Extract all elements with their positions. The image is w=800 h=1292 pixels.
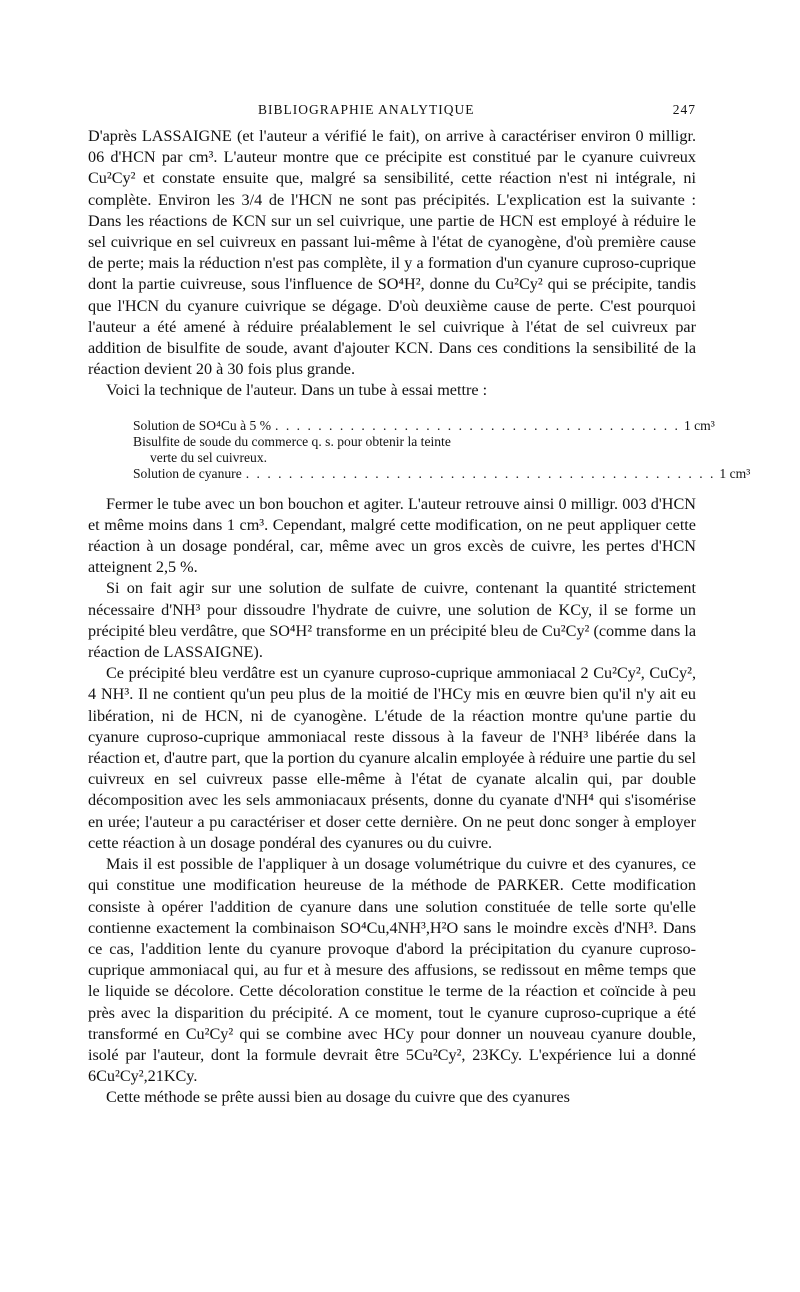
running-title: BIBLIOGRAPHIE ANALYTIQUE — [258, 102, 475, 117]
recipe-row — [133, 417, 715, 434]
paragraph-5: Ce précipité bleu verdâtre est un cyanure cuproso-cuprique ammoniacal 2 Cu²Cy², CuCy², 4 NH³. Il ne contient qu'un peu plus de la moitié de l'HCy mis en œuvre bien qu'il n'y ait eu libération, ni de HCN, ni de cyanogène. L'étude de la réaction montre qu'une partie du cyanure cuproso-cuprique ammoniacal reste dissous à la faveur de l'NH³ libérée dans la réaction et, d'autre part, que la portion du cyanure alcalin employée à réduire une partie du sel cuivreux en sel cuivreux passe elle-même à l'état de cyanate alcalin qui, par double décomposition avec les sels ammoniacaux présents, donne du cyanate d'NH⁴ qui s'isomérise en urée; l'auteur a pu caractériser et doser cette dernière. On ne peut donc songer à employer cette réaction à un dosage pondéral des cyanures ou du cuivre. — [88, 664, 696, 852]
paragraph-7: Cette méthode se prête aussi bien au dosage du cuivre que des cyanures — [106, 1088, 570, 1107]
paragraph-3: Fermer le tube avec un bon bouchon et agiter. L'auteur retrouve ainsi 0 milligr. 003 d'HCN et même moins dans 1 cm³. Cependant, malgré cette modification, on ne peut appliquer cette réaction à un dosage pondéral, car, même avec un gros excès de cuivre, les pertes d'HCN atteignent 2,5 %. — [88, 494, 696, 577]
paragraph-2: Voici la technique de l'auteur. Dans un tube à essai mettre : — [106, 381, 488, 400]
recipe-item-quantity: 1 cm³ — [683, 417, 715, 433]
paragraph-6: Mais il est possible de l'appliquer à un dosage volumétrique du cuivre et des cyanures, ce qui constitue une modification heureuse de la méthode de PARKER. Cette modification consiste à opérer l'addition de cyanure dans une solution constituée de telle sorte qu'elle contienne exactement la combinaison SO⁴Cu,4NH³,H²O sans le moindre excès d'NH³. Dans ce cas, l'addition lente du cyanure provoque d'abord la précipitation du cyanure cuproso-cuprique ammoniacal qui, au fur et à mesure des affusions, se redissout en même temps que le liquide se décolore. Cette décoloration constitue le terme de la réaction et coïncide à peu près avec la disparition du précipité. A ce moment, tout le cyanure cuproso-cuprique a été transformé en Cu²Cy² qui se combine avec HCy pour donner un nouveau cyanure double, isolé par l'auteur, dont la formule devrait être 5Cu²Cy², 23KCy. L'expérience lui a donné 6Cu²Cy²,21KCy. — [88, 855, 696, 1086]
recipe-item-quantity: 1 cm³ — [719, 465, 751, 481]
recipe-item-label: Bisulfite de soude du commerce q. s. pour obtenir la teinte — [133, 433, 451, 449]
paragraph-4: Si on fait agir sur une solution de sulfate de cuivre, contenant la quantité strictement nécessaire d'NH³ pour dissoudre l'hydrate de cuivre, une solution de KCy, il se forme un précipité bleu verdâtre, que SO⁴H² transforme en un précipité bleu de Cu²Cy² (comme dans la réaction de LASSAIGNE). — [88, 579, 696, 662]
running-header — [88, 96, 696, 126]
recipe-item-label: Solution de cyanure — [133, 465, 242, 481]
page — [88, 96, 751, 1109]
recipe-item-label-continued: verte du sel cuivreux. — [150, 449, 268, 465]
leader-dots: . . . . . . . . . . . . . . . . . . . . . . . . . . . . . . . . . . . . . . — [275, 417, 680, 433]
article-body — [88, 126, 751, 1109]
recipe-item-label: Solution de SO⁴Cu à 5 % — [133, 417, 272, 433]
recipe-list — [133, 417, 751, 482]
recipe-row — [133, 465, 751, 482]
leader-dots: . . . . . . . . . . . . . . . . . . . . . . . . . . . . . . . . . . . . . . . . . . . . — [245, 465, 716, 481]
page-number: 247 — [672, 102, 696, 117]
paragraph-1: D'après LASSAIGNE (et l'auteur a vérifié le fait), on arrive à caractériser environ 0 milligr. 06 d'HCN par cm³. L'auteur montre que ce précipite est constitué par le cyanure cuivreux Cu²Cy² et constate ensuite que, malgré sa sensibilité, cette réaction n'est ni intégrale, ni complète. Environ les 3/4 de l'HCN ne sont pas précipités. L'explication est la suivante : Dans les réactions de KCN sur un sel cuivrique, une partie de HCN est employé à réduire le sel cuivrique en sel cuivreux en passant lui-même à l'état de cyanogène, d'où première cause de perte; mais la réduction n'est pas complète, il y a formation d'un cyanure cuproso-cuprique dont la partie cuivreuse, sous l'influence de SO⁴H², donne du Cu²Cy² qui se précipite, tandis que l'HCN du cyanure cuivrique se dégage. D'où deuxième cause de perte. C'est pourquoi l'auteur a été amené à réduire préalablement le sel cuivrique à l'état de sel cuivreux par addition de bisulfite de soude, avant d'ajouter KCN. Dans ces conditions la sensibilité de la réaction devient 20 à 30 fois plus grande. — [88, 127, 696, 379]
